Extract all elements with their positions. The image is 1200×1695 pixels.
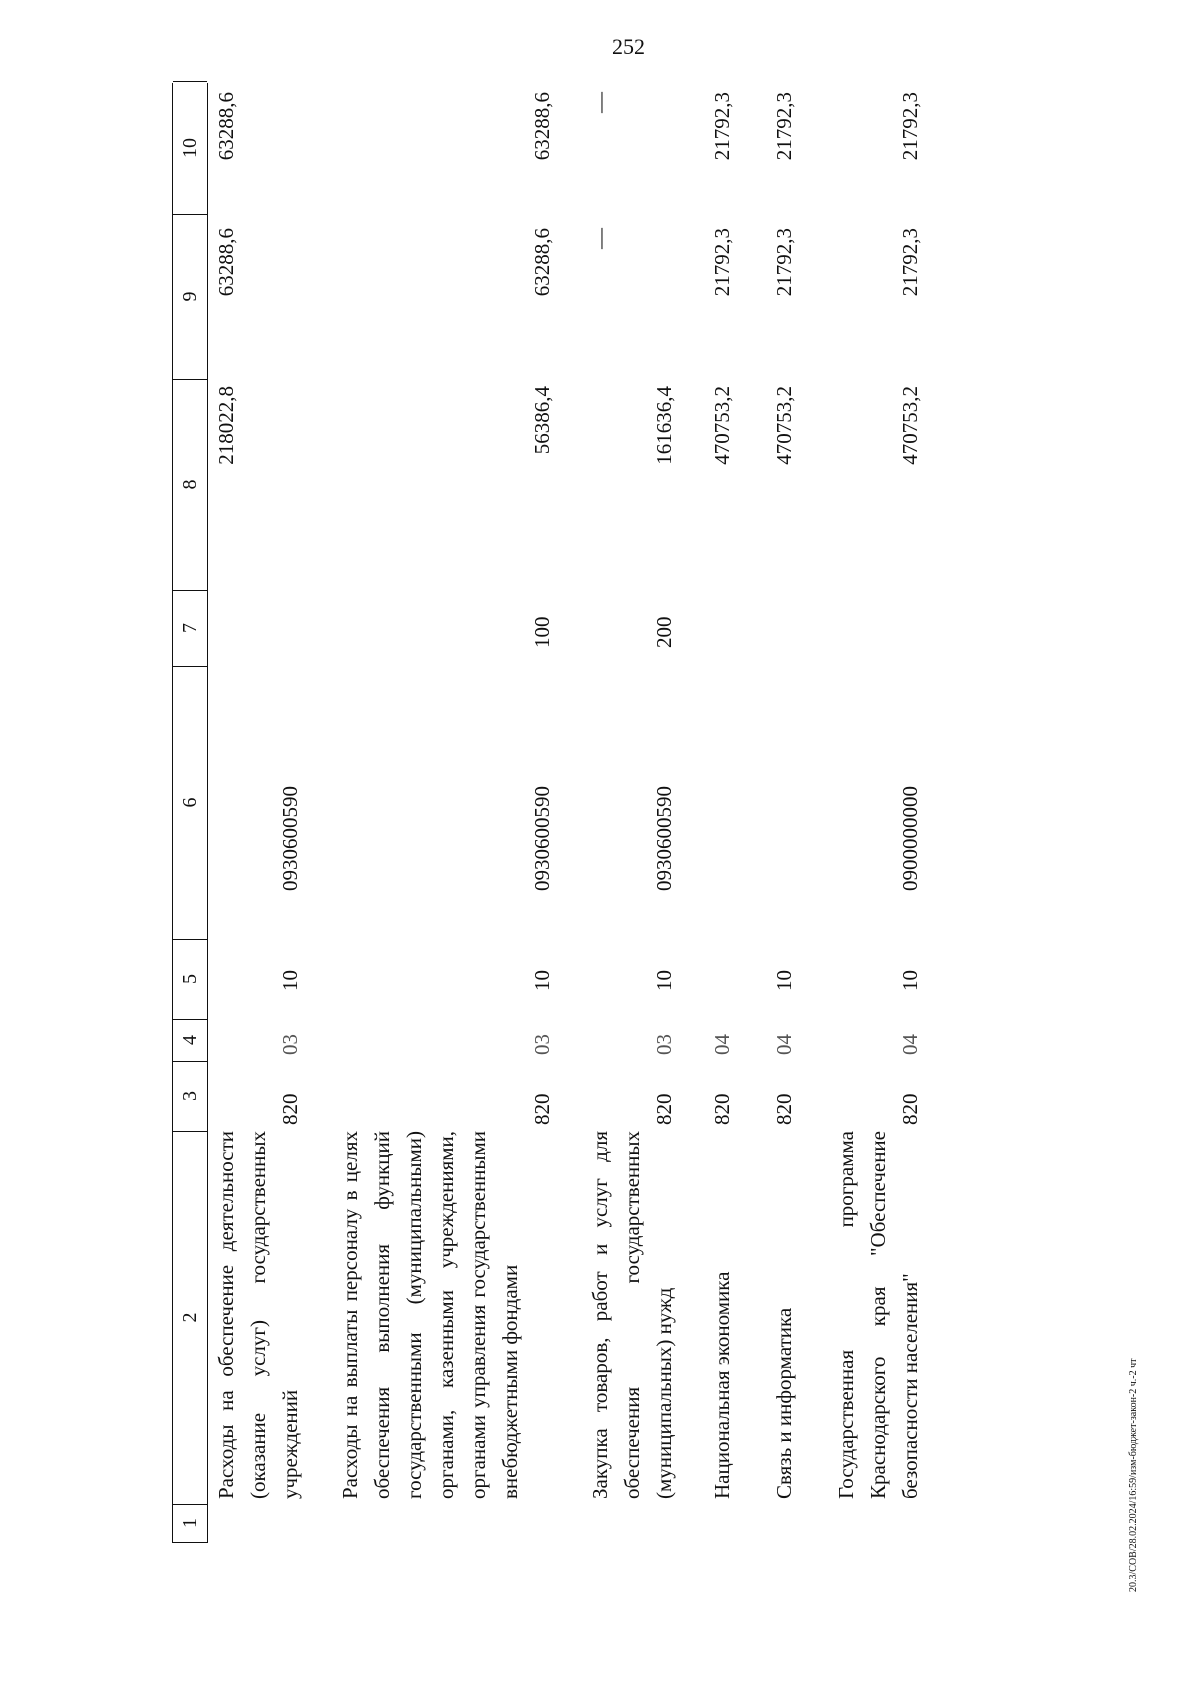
table-header	[172, 83, 208, 1543]
page-number: 252	[612, 34, 645, 59]
row-description: Закупка товаров, работ и услуг для обеспечения государственных (муниципальных) нужд	[588, 1131, 676, 1499]
col-10-value: 21792,3	[710, 92, 734, 161]
col-4-value: 04	[772, 1034, 796, 1055]
col-3-value: 820	[278, 1093, 302, 1125]
col-9-value: 21792,3	[898, 228, 922, 297]
col-4-value: 04	[710, 1034, 734, 1055]
col-7-value: 200	[652, 616, 676, 648]
col-7-value: 100	[530, 616, 554, 648]
col-3-value: 820	[652, 1093, 676, 1125]
col-3-value: 820	[772, 1093, 796, 1125]
col-8-value: 470753,2	[898, 386, 922, 465]
header-col-6: 6	[173, 666, 207, 940]
col-4-value: 03	[530, 1034, 554, 1055]
header-col-10: 10	[173, 81, 207, 215]
row-description: Национальная экономика	[710, 1271, 734, 1499]
col-3-value: 820	[710, 1093, 734, 1125]
col-9-value: 63288,6	[214, 228, 238, 297]
col-8-value: 470753,2	[710, 386, 734, 465]
col-10-value: —	[588, 92, 612, 113]
col-5-value: 10	[652, 970, 676, 991]
col-10-value: 21792,3	[898, 92, 922, 161]
col-5-value: 10	[530, 970, 554, 991]
row-description: Расходы на выплаты персоналу в целях обеспечения выполнения функций государственными (муниципальными) органами, казенными учреждениями, органами управления государственными внебюджетными фондами	[338, 1131, 522, 1499]
col-4-value: 04	[898, 1034, 922, 1055]
col-4-value: 03	[278, 1034, 302, 1055]
row-description: Связь и информатика	[772, 1307, 796, 1499]
col-5-value: 10	[278, 970, 302, 991]
col-3-value: 820	[530, 1093, 554, 1125]
header-col-9: 9	[173, 214, 207, 380]
row-description: Государственная программа Краснодарского края "Обеспечение безопасности населения"	[834, 1131, 922, 1499]
document-footer-code: 20.3/СОВ/28.02.2024/16:59/изм-бюджет-закон-2 ч.-2 чт	[1128, 1358, 1139, 1592]
row-description: Расходы на обеспечение деятельности (оказание услуг) государственных учреждений	[214, 1131, 302, 1499]
col-6-value: 0900000000	[898, 786, 922, 891]
col-5-value: 10	[898, 970, 922, 991]
col-3-value: 820	[898, 1093, 922, 1125]
header-col-7: 7	[173, 590, 207, 667]
budget-table	[172, 83, 1052, 1543]
col-4-value: 03	[652, 1034, 676, 1055]
col-5-value: 10	[772, 970, 796, 991]
header-col-1: 1	[173, 1504, 207, 1543]
col-9-value: 63288,6	[530, 228, 554, 297]
col-9-value: 21792,3	[710, 228, 734, 297]
col-9-value: —	[588, 228, 612, 249]
col-8-value: 161636,4	[652, 386, 676, 465]
col-9-value: 21792,3	[772, 228, 796, 297]
header-col-4: 4	[173, 1019, 207, 1062]
header-col-8: 8	[173, 379, 207, 591]
header-col-2: 2	[173, 1131, 207, 1505]
col-10-value: 63288,6	[530, 92, 554, 161]
col-8-value: 218022,8	[214, 386, 238, 465]
col-10-value: 21792,3	[772, 92, 796, 161]
col-8-value: 470753,2	[772, 386, 796, 465]
header-col-5: 5	[173, 939, 207, 1020]
col-8-value: 56386,4	[530, 386, 554, 455]
col-6-value: 0930600590	[652, 786, 676, 891]
col-10-value: 63288,6	[214, 92, 238, 161]
col-6-value: 0930600590	[278, 786, 302, 891]
header-col-3: 3	[173, 1061, 207, 1132]
col-6-value: 0930600590	[530, 786, 554, 891]
